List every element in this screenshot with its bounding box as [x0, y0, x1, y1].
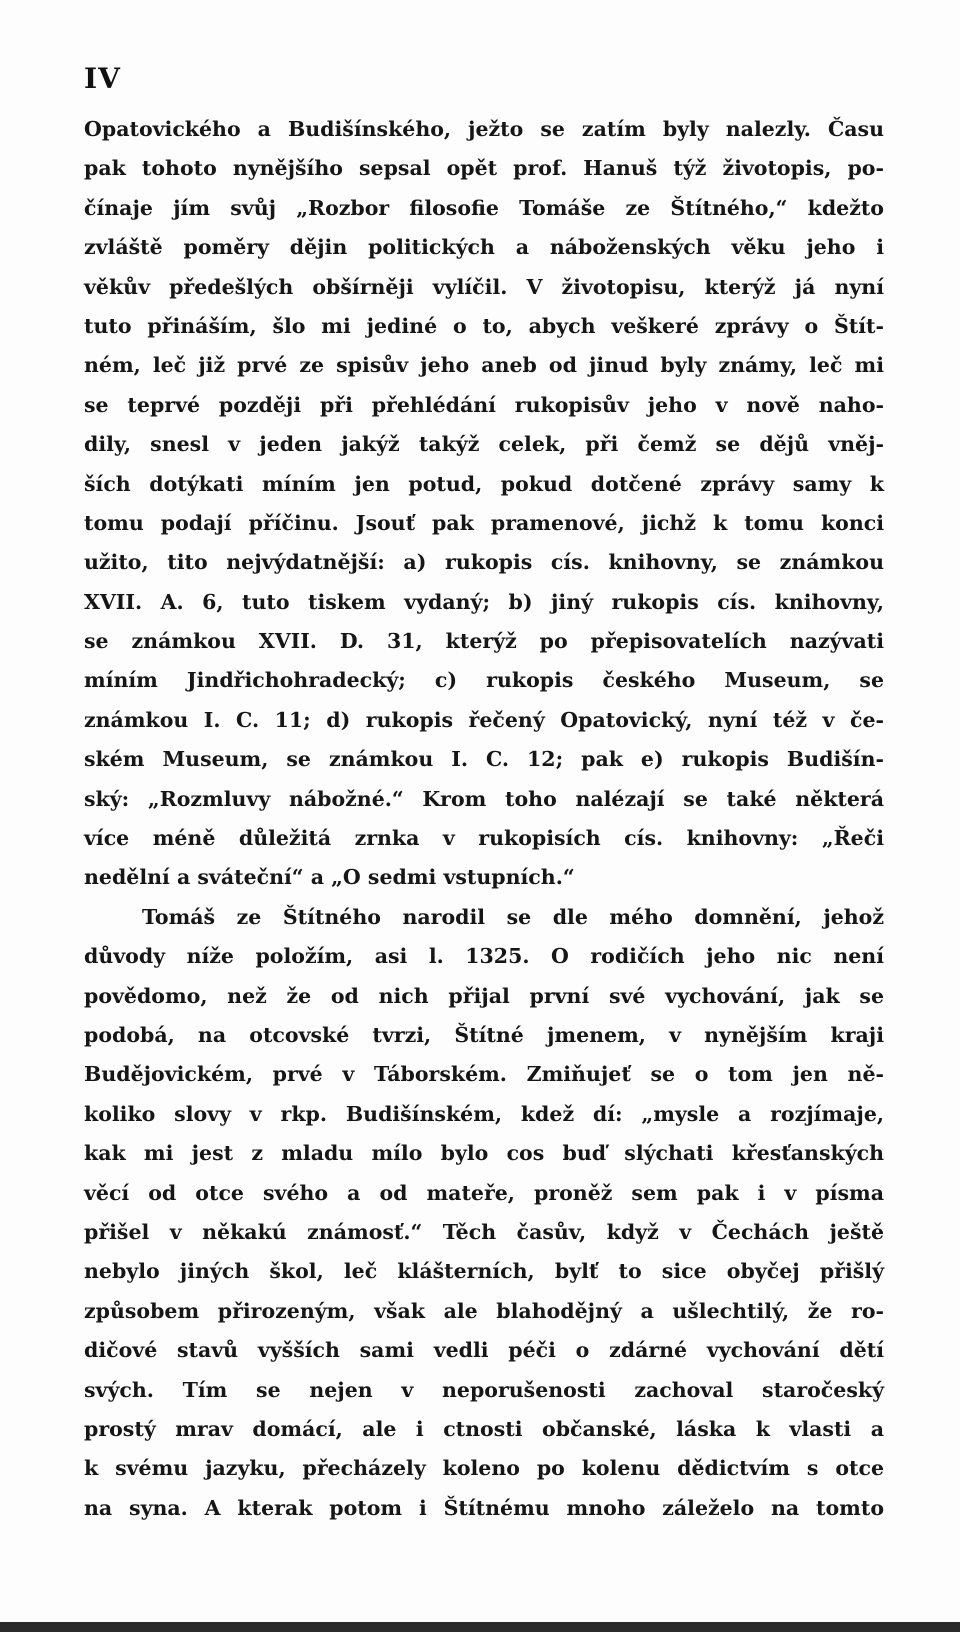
text-line: kak mi jest z mladu mílo bylo cos buď slýchati křesťanských: [84, 1141, 884, 1166]
text-line: ském Museum, se známkou I. C. 12; pak e) rukopis Budišín-: [84, 747, 884, 772]
text-line: tuto přináším, šlo mi jediné o to, abych veškeré zprávy o Štít-: [84, 313, 884, 338]
text-line: věkův předešlých obšírněji vylíčil. V životopisu, kterýž já nyní: [84, 274, 884, 299]
text-line: Budějovickém, prvé v Táborském. Zmiňujeť se o tom jen ně-: [84, 1062, 884, 1087]
text-line: koliko slovy v rkp. Budišínském, kdež dí: „mysle a rozjímaje,: [84, 1101, 884, 1126]
text-line: svých. Tím se nejen v neporušenosti zachoval staročeský: [84, 1377, 884, 1402]
text-line: způsobem přirozeným, však ale blahodějný a ušlechtilý, že ro-: [84, 1298, 884, 1323]
text-line: ších dotýkati míním jen potud, pokud dotčené zprávy samy k: [84, 471, 884, 496]
text-line: míním Jindřichohradecký; c) rukopis českého Museum, se: [84, 668, 884, 693]
text-line: nedělní a sváteční“ a „O sedmi vstupních.“: [84, 865, 575, 890]
text-line: se teprvé později při přehlédání rukopisův jeho v nově naho-: [84, 392, 884, 417]
text-line: více méně důležitá zrnka v rukopisích cís. knihovny: „Řeči: [84, 826, 884, 851]
text-line: tomu podají příčinu. Jsouť pak pramenové, jichž k tomu konci: [84, 510, 884, 535]
text-line: XVII. A. 6, tuto tiskem vydaný; b) jiný rukopis cís. knihovny,: [84, 589, 884, 614]
text-line: zvláště poměry dějin politických a náboženských věku jeho i: [84, 235, 884, 260]
text-line: podobá, na otcovské tvrzi, Štítné jmenem, v nynějším kraji: [84, 1022, 884, 1047]
paragraph-1: [84, 110, 884, 898]
text-line: dily, snesl v jeden jakýž takýž celek, při čemž se dějů vněj-: [84, 432, 884, 457]
paragraph-2: [84, 898, 884, 1528]
page-number: IV: [84, 62, 121, 95]
text-line: známkou I. C. 11; d) rukopis řečený Opatovický, nyní též v če-: [84, 707, 884, 732]
scan-bottom-edge: [0, 1622, 960, 1632]
text-line: ném, leč již prvé ze spisův jeho aneb od jinud byly známy, leč mi: [84, 353, 884, 378]
text-line: povědomo, než že od nich přijal první své vychování, jak se: [84, 983, 884, 1008]
text-line: věcí od otce svého a od mateře, proněž sem pak i v písma: [84, 1180, 884, 1205]
text-line: dičové stavů vyšších sami vedli péči o zdárné vychování dětí: [84, 1338, 884, 1363]
text-line: na syna. A kterak potom i Štítnému mnoho záleželo na tomto: [84, 1495, 884, 1520]
text-line: přišel v někakú známosť.“ Těch časův, když v Čechách ještě: [84, 1219, 884, 1244]
text-line: prostý mrav domácí, ale i ctnosti občanské, láska k vlasti a: [84, 1416, 884, 1441]
text-line: důvody níže položím, asi l. 1325. O rodičích jeho nic není: [84, 944, 884, 969]
text-line: k svému jazyku, přecházely koleno po kolenu dědictvím s otce: [84, 1456, 884, 1481]
text-line: Tomáš ze Štítného narodil se dle mého domnění, jehož: [142, 904, 884, 929]
text-line: nebylo jiných škol, leč klášterních, bylť to sice obyčej přišlý: [84, 1259, 884, 1284]
text-line: ský: „Rozmluvy nábožné.“ Krom toho nalézají se také některá: [84, 786, 884, 811]
text-line: se známkou XVII. D. 31, kterýž po přepisovatelích nazývati: [84, 629, 884, 654]
text-line: čínaje jím svůj „Rozbor filosofie Tomáše ze Štítného,“ kdežto: [84, 195, 884, 220]
body-text: [84, 110, 884, 1528]
text-line: užito, tito nejvýdatnější: a) rukopis cís. knihovny, se známkou: [84, 550, 884, 575]
text-line: pak tohoto nynějšího sepsal opět prof. Hanuš týž životopis, po-: [84, 156, 884, 181]
text-line: Opatovického a Budišínského, ježto se zatím byly nalezly. Času: [84, 117, 884, 141]
